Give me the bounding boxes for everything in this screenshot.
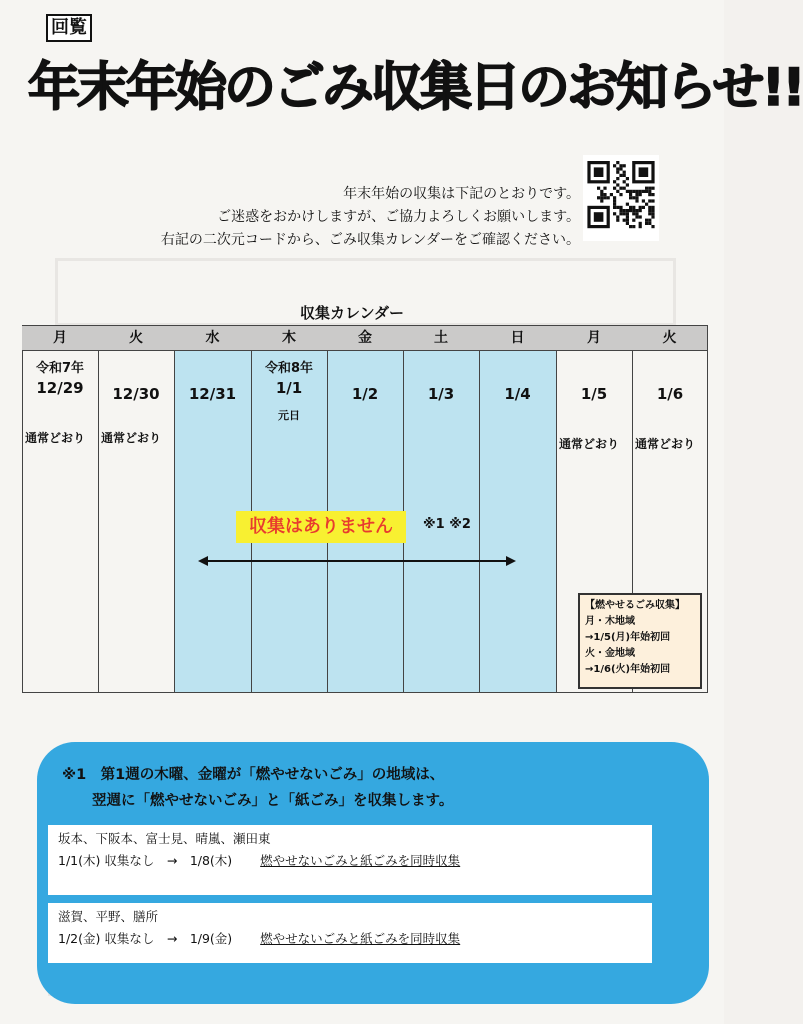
day-column: [327, 325, 403, 693]
collection-note: 通常どおり: [101, 431, 162, 445]
intro-line: 右記の二次元コードから、ごみ収集カレンダーをご確認ください。: [160, 232, 580, 248]
burnable-box-line: →1/6(火)年始初回: [585, 664, 671, 675]
collection-note: 通常どおり: [25, 431, 86, 445]
burnable-box-line: 火・金地域: [585, 648, 635, 659]
burnable-waste-box: [578, 593, 702, 689]
day-date: 12/29: [36, 379, 84, 397]
day-column: [479, 325, 556, 693]
day-date: 1/3: [427, 385, 455, 403]
weekday-header: 月: [22, 325, 98, 351]
page-title: 年末年始のごみ収集日のお知らせ!!: [28, 58, 803, 118]
area-names: 坂本、下阪本、富士見、晴嵐、瀬田東: [58, 831, 271, 846]
notice-text: [62, 762, 453, 814]
year-label: 令和8年: [264, 361, 314, 376]
day-date: 12/31: [188, 385, 237, 403]
collection-note: 通常どおり: [635, 437, 696, 451]
day-column: [98, 325, 174, 693]
calendar-bottom-border: [22, 692, 708, 693]
schedule-change: 1/1(木) 収集なし → 1/8(木): [58, 853, 233, 868]
weekday-header: 火: [98, 325, 174, 351]
note-references: ※1 ※2: [423, 517, 471, 532]
weekday-header: 木: [251, 325, 327, 351]
weekday-header: 月: [556, 325, 632, 351]
qr-code-icon[interactable]: [583, 155, 659, 241]
day-date: 1/6: [656, 385, 684, 403]
weekday-header: 金: [327, 325, 403, 351]
intro-line: 年末年始の収集は下記のとおりです。: [343, 186, 580, 202]
year-label: 令和7年: [35, 361, 85, 376]
burnable-box-line: 月・木地域: [585, 616, 635, 627]
burnable-box-title: 【燃やせるごみ収集】: [585, 600, 685, 611]
area-box: [48, 903, 652, 963]
burnable-box-line: →1/5(月)年始初回: [585, 632, 671, 643]
calendar-title: 収集カレンダー: [300, 304, 405, 322]
notice-line: ※1 第1週の木曜、金曜が「燃やせないごみ」の地域は、: [62, 767, 445, 783]
day-date: 1/5: [580, 385, 608, 403]
weekday-header: 土: [403, 325, 479, 351]
weekday-header: 日: [479, 325, 556, 351]
holiday-label: 元日: [278, 409, 300, 422]
double-arrow-icon: [198, 555, 516, 567]
collection-note: 通常どおり: [559, 437, 620, 451]
day-date: 1/1: [275, 379, 303, 397]
area-names: 滋賀、平野、膳所: [58, 909, 159, 924]
schedule-change: 1/2(金) 収集なし → 1/9(金): [58, 931, 233, 946]
schedule-action: 燃やせないごみと紙ごみを同時収集: [260, 931, 461, 946]
day-date: 12/30: [112, 385, 160, 403]
day-date: 1/2: [351, 385, 379, 403]
weekday-header: 水: [174, 325, 251, 351]
area-box: [48, 825, 652, 895]
schedule-action: 燃やせないごみと紙ごみを同時収集: [260, 853, 461, 868]
day-column: [403, 325, 479, 693]
day-date: 1/4: [504, 385, 531, 403]
no-collection-banner: 収集はありません: [236, 511, 406, 543]
area-schedule: [58, 928, 642, 950]
intro-line: ご迷惑をおかけしますが、ご協力よろしくお願いします。: [217, 209, 580, 225]
area-schedule: [58, 850, 642, 872]
circulate-label: 回覧: [46, 14, 92, 42]
notice-line: 翌週に「燃やせないごみ」と「紙ごみ」を収集します。: [92, 793, 454, 809]
day-column: [174, 325, 251, 693]
weekday-header: 火: [632, 325, 708, 351]
intro-text: [108, 183, 580, 252]
